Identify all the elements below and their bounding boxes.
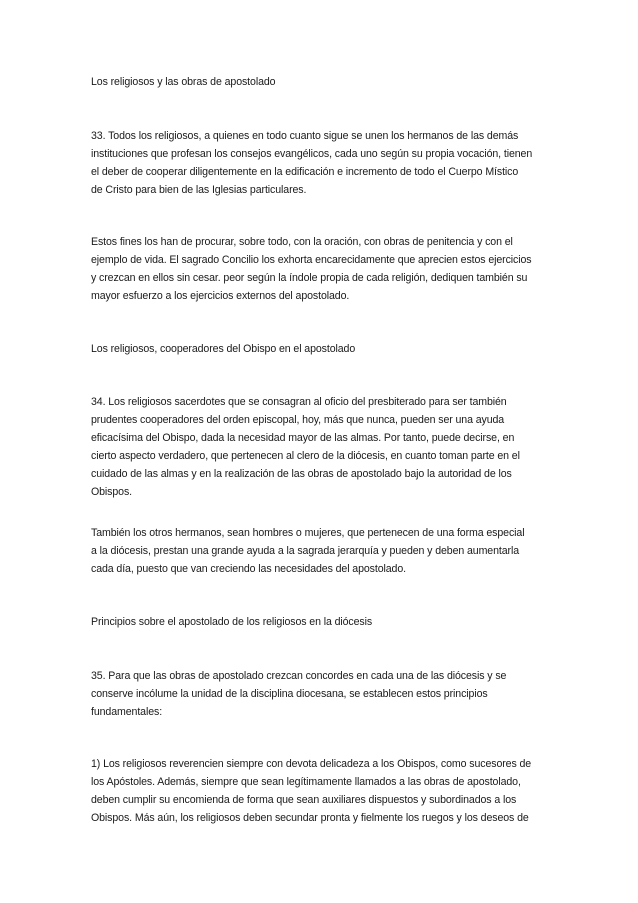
paragraph-line: a la diócesis, prestan una grande ayuda a la sagrada jerarquía y pueden y deben aumentarla bbox=[91, 545, 519, 557]
heading-line: Los religiosos y las obras de apostolado bbox=[91, 76, 276, 88]
paragraph-line: 1) Los religiosos reverencien siempre con devota delicadeza a los Obispos, como sucesores de bbox=[91, 758, 532, 770]
paragraph-line: Obispos. Más aún, los religiosos deben secundar pronta y fielmente los ruegos y los deseos de bbox=[91, 812, 529, 824]
section-heading-cooperadores bbox=[91, 340, 551, 358]
paragraph-line: de Cristo para bien de las Iglesias particulares. bbox=[91, 184, 307, 196]
heading-line: Principios sobre el apostolado de los religiosos en la diócesis bbox=[91, 616, 373, 628]
paragraph-35 bbox=[91, 667, 551, 721]
paragraph-line: deben cumplir su encomienda de forma que sean auxiliares dispuestos y subordinados a los bbox=[91, 794, 517, 806]
paragraph-34-continued bbox=[91, 524, 551, 578]
paragraph-line: Obispos. bbox=[91, 486, 133, 498]
heading-line: Los religiosos, cooperadores del Obispo en el apostolado bbox=[91, 343, 356, 355]
section-heading-principios bbox=[91, 613, 551, 631]
paragraph-34 bbox=[91, 393, 551, 501]
paragraph-line: instituciones que profesan los consejos evangélicos, cada uno según su propia vocación, tienen bbox=[91, 148, 533, 160]
section-heading-religiosos-apostolado bbox=[91, 73, 551, 91]
paragraph-line: y crezcan en ellos sin cesar. peor según la índole propia de cada religión, dediquen también su bbox=[91, 272, 528, 284]
paragraph-line: cierto aspecto verdadero, que pertenecen al clero de la diócesis, en cuanto toman parte en el bbox=[91, 450, 520, 462]
paragraph-line: También los otros hermanos, sean hombres o mujeres, que pertenecen de una forma especial bbox=[91, 527, 525, 539]
paragraph-line: eficacísima del Obispo, dada la necesidad mayor de las almas. Por tanto, puede decirse, en bbox=[91, 432, 515, 444]
paragraph-line: mayor esfuerzo a los ejercicios externos del apostolado. bbox=[91, 290, 350, 302]
paragraph-line: cuidado de las almas y en la realización de las obras de apostolado bajo la autoridad de los bbox=[91, 468, 512, 480]
paragraph-line: Estos fines los han de procurar, sobre todo, con la oración, con obras de penitencia y con el bbox=[91, 236, 513, 248]
paragraph-line: ejemplo de vida. El sagrado Concilio los exhorta encarecidamente que aprecien estos ejercicios bbox=[91, 254, 532, 266]
paragraph-33 bbox=[91, 127, 551, 199]
paragraph-line: los Apóstoles. Además, siempre que sean legítimamente llamados a las obras de apostolado, bbox=[91, 776, 521, 788]
paragraph-line: 34. Los religiosos sacerdotes que se consagran al oficio del presbiterado para ser también bbox=[91, 396, 507, 408]
paragraph-line: 33. Todos los religiosos, a quienes en todo cuanto sigue se unen los hermanos de las demás bbox=[91, 130, 519, 142]
paragraph-line: prudentes cooperadores del orden episcopal, hoy, más que nunca, pueden ser una ayuda bbox=[91, 414, 505, 426]
paragraph-line: cada día, puesto que van creciendo las necesidades del apostolado. bbox=[91, 563, 406, 575]
paragraph-33-continued bbox=[91, 233, 551, 305]
paragraph-line: fundamentales: bbox=[91, 706, 163, 718]
paragraph-line: el deber de cooperar diligentemente en la edificación e incremento de todo el Cuerpo Místico bbox=[91, 166, 519, 178]
paragraph-35-point-1 bbox=[91, 755, 551, 827]
paragraph-line: conserve incólume la unidad de la disciplina diocesana, se establecen estos principios bbox=[91, 688, 488, 700]
paragraph-line: 35. Para que las obras de apostolado crezcan concordes en cada una de las diócesis y se bbox=[91, 670, 507, 682]
